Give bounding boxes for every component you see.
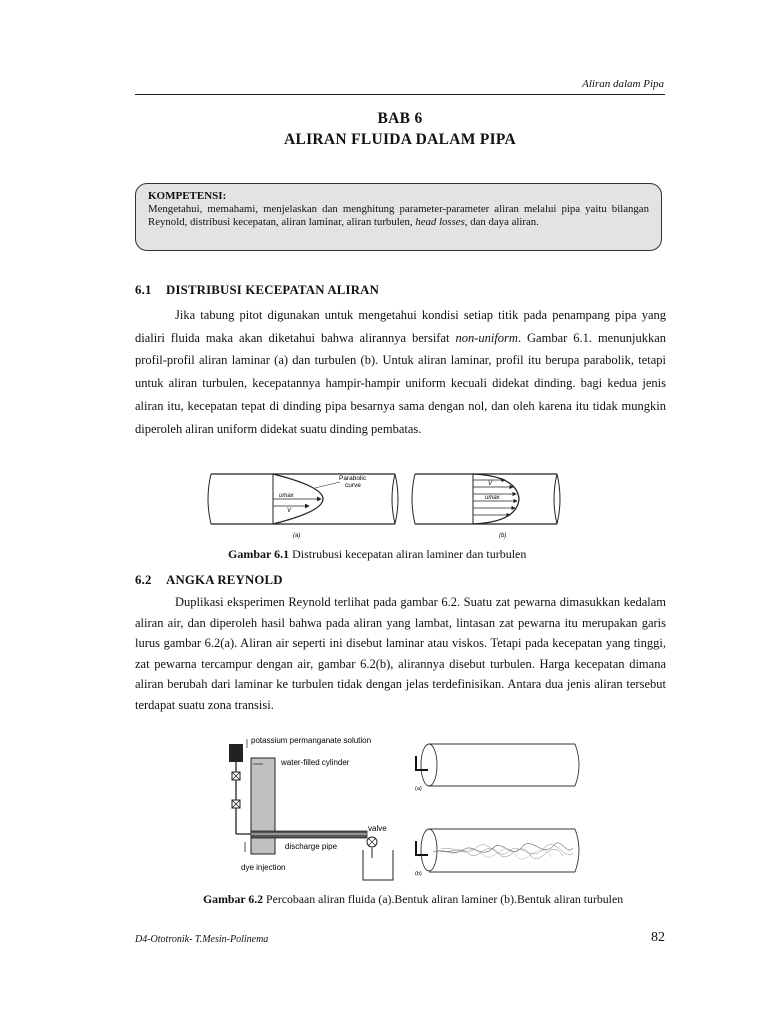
footer-left: D4-Ototronik- T.Mesin-Polinema bbox=[135, 934, 269, 945]
chapter-title: ALIRAN FLUIDA DALAM PIPA bbox=[283, 131, 517, 148]
paragraph-velocity bbox=[135, 304, 666, 440]
competency-text bbox=[148, 203, 649, 229]
section-heading-6-1 bbox=[135, 283, 379, 298]
reynolds-apparatus bbox=[229, 736, 393, 880]
tube-laminar bbox=[415, 744, 579, 792]
chapter-number: BAB 6 bbox=[377, 110, 423, 127]
section-title: DISTRIBUSI KECEPATAN ALIRAN bbox=[166, 283, 380, 297]
label-b: (b) bbox=[499, 533, 507, 539]
figure-reynolds-experiment bbox=[205, 734, 585, 884]
pipe-laminar bbox=[208, 474, 398, 539]
label-potassium: potassium permanganate solution bbox=[251, 736, 372, 745]
label-dye-injection: dye injection bbox=[241, 863, 286, 872]
pipe-turbulent bbox=[412, 474, 560, 539]
competency-text-end: , dan daya aliran. bbox=[464, 216, 539, 228]
para-reynold-text: Duplikasi eksperimen Reynold terlihat pada gambar 6.2. Suatu zat pewarna dimasukkan kedalam aliran air, dan diperoleh hasil bahwa pada aliran yang lambat, lintasan zat pewarna itu merupakan garis lurus gambar 6.2(a). Aliran air seperti ini disebut laminar atau viskos. Tetapi pada kecepatan yang tinggi, zat pewarna tercampur dengan air, gambar 6.2(b), alirannya disebut turbulen. Harga kecepatan dimana aliran berubah dari laminar ke turbulen tidak dengan jelas terdefinisikan. Antara dua jenis aliran tersebut terdapat suatu zona transisi. bbox=[135, 595, 666, 712]
label-umax-b: umax bbox=[485, 495, 500, 501]
discharge-pipe bbox=[251, 831, 367, 838]
section-number: 6.2 bbox=[135, 573, 152, 587]
caption-label: Gambar 6.1 bbox=[228, 547, 290, 561]
label-curve: curve bbox=[345, 482, 361, 489]
header-rule bbox=[135, 94, 665, 95]
figure-caption-6-2 bbox=[203, 892, 623, 907]
label-cylinder: water-filled cylinder bbox=[281, 758, 350, 767]
label-tube-b: (b) bbox=[415, 871, 422, 877]
para-text-1: Jika tabung pitot digunakan untuk mengetahui kondisi setiap titik pada penampang pipa yang dialiri fluida maka akan diketahui bahwa alirannya bersifat bbox=[135, 308, 666, 345]
tube-turbulent bbox=[415, 829, 579, 877]
label-umax-a: umax bbox=[279, 493, 294, 499]
label-parabolic: Parabolic bbox=[339, 475, 367, 482]
figure-caption-6-1 bbox=[228, 547, 526, 562]
figure-velocity-profiles bbox=[205, 466, 567, 542]
water-cylinder bbox=[251, 758, 275, 854]
caption-text: Distrubusi kecepatan aliran laminer dan turbulen bbox=[289, 547, 527, 561]
caption-label: Gambar 6.2 bbox=[203, 892, 264, 906]
competency-title: KOMPETENSI: bbox=[148, 190, 227, 202]
label-valve: valve bbox=[368, 824, 387, 833]
running-header: Aliran dalam Pipa bbox=[582, 78, 664, 90]
label-a: (a) bbox=[293, 533, 301, 539]
competency-text-italic: head losses bbox=[415, 216, 465, 228]
label-discharge-pipe: discharge pipe bbox=[285, 842, 338, 851]
dye-reservoir bbox=[229, 744, 243, 762]
para-text-2: . Gambar 6.1. menunjukkan profil-profil aliran laminar (a) dan turbulen (b). Untuk aliran laminar, profil itu berupa parabolik, tetapi untuk aliran turbulen, kecepatannya hampir-hampir uniform kecuali didekat dinding. bagi kedua jenis aliran itu, kecepatan tepat di dinding pipa besarnya sama dengan nol, dan oleh karena itu tidak mungkin diperoleh aliran uniform didekat suatu dinding pembatas. bbox=[135, 330, 666, 436]
label-v-b: V bbox=[488, 481, 493, 487]
label-v-a: V bbox=[287, 508, 292, 514]
para-italic: non-uniform bbox=[455, 330, 518, 345]
competency-text-main: Mengetahui, memahami, menjelaskan dan menghitung parameter-parameter aliran melalui pipa yaitu bilangan Reynold, distribusi kecepatan, aliran laminar, aliran turbulen, bbox=[148, 203, 649, 228]
page-number: 82 bbox=[651, 930, 665, 945]
competency-box bbox=[135, 183, 662, 251]
section-title: ANGKA REYNOLD bbox=[166, 573, 283, 587]
paragraph-reynold bbox=[135, 592, 666, 716]
section-heading-6-2 bbox=[135, 573, 283, 588]
section-number: 6.1 bbox=[135, 283, 152, 297]
label-tube-a: (a) bbox=[415, 786, 422, 792]
caption-text: Percobaan aliran fluida (a).Bentuk aliran laminer (b).Bentuk aliran turbulen bbox=[263, 892, 624, 906]
